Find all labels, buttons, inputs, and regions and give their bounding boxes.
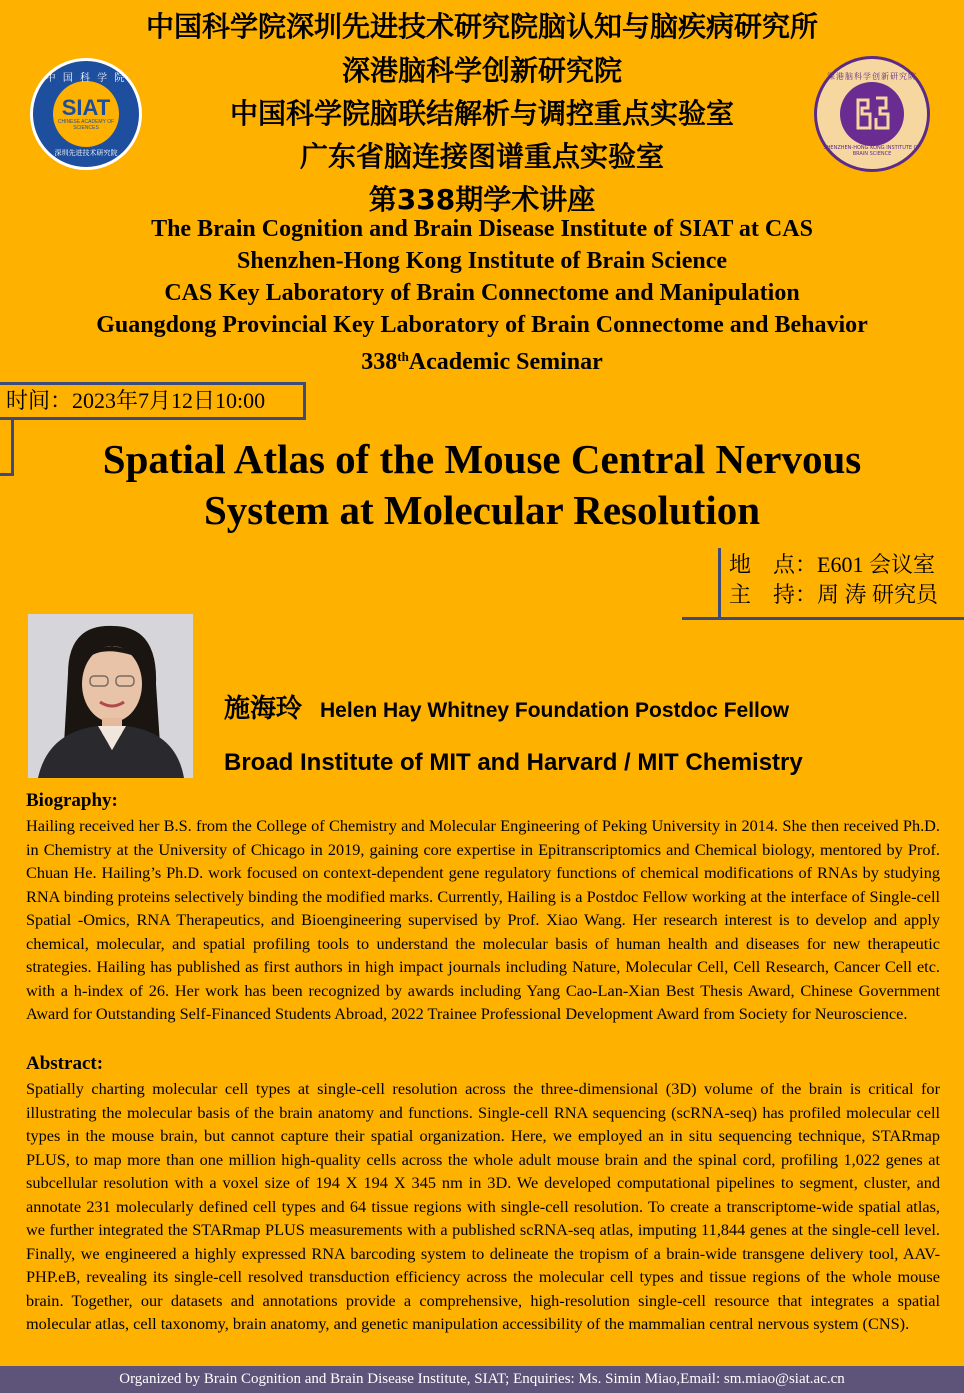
- event-venue: 地 点：E601 会议室: [729, 552, 935, 577]
- seminar-sup: th: [397, 349, 409, 364]
- header-cn-line-5: 第338期学术讲座: [368, 183, 596, 216]
- venue-box: [718, 548, 964, 620]
- header-cn-line-1: 中国科学院深圳先进技术研究院脑认知与脑疾病研究所: [145, 10, 818, 43]
- speaker-affiliation: Broad Institute of MIT and Harvard / MIT Chemistry: [224, 749, 803, 776]
- seminar-number: 338: [361, 349, 398, 375]
- speaker-position: Helen Hay Whitney Foundation Postdoc Fellow: [320, 699, 790, 722]
- header-en-line-4: Guangdong Provincial Key Laboratory of Brain Connectome and Behavior: [96, 312, 868, 338]
- talk-title: [40, 434, 924, 536]
- speaker-name-cn: 施海玲: [224, 694, 303, 724]
- siat-logo-mark: SIAT: [61, 95, 111, 120]
- speaker-name: [224, 692, 789, 728]
- siat-logo-ring-top: 中 国 科 学 院: [45, 73, 127, 84]
- venue-frame-decoration: [682, 606, 722, 620]
- abstract-text: Spatially charting molecular cell types at single-cell resolution across the three-dimensional (3D) volume of the brain is critical for illustrating the molecular basis of the brain anatomy and functions. Single-cell RNA sequencing (scRNA-seq) has profiled molecular cell types in the mouse brain, but cannot capture their spatial organization. Here, we employed an in situ sequencing technique, STARmap PLUS, to map more than one million high-quality cells across the whole adult mouse brain and the spinal cord, profiling 1,022 genes at subcellular resolution with a voxel size of 194 X 194 X 345 nm in 3D. We developed computational pipelines to segment, cluster, and annotate 231 molecularly defined cell types and 64 tissue regions with single-cell resolution. To create a transcriptome-wide spatial atlas, we further integrated the STARmap PLUS measurements with a published scRNA-seq atlas, imputing 11,844 genes at the single-cell level. Finally, we engineered a highly expressed RNA barcoding system to delineate the tropism of a brain-wide transgene delivery tool, AAV-PHP.eB, revealing its single-cell resolved transduction efficiency across the molecular cell types and tissue regions of the whole mouse brain. Together, our datasets and annotations provide a comprehensive, high-resolution single-cell resource that integrates a spatial molecular atlas, cell taxonomy, brain anatomy, and genetic manipulation accessibility of the mammalian central nervous system (CNS).: [26, 1079, 940, 1333]
- header-cn-line-2: 深港脑科学创新研究院: [341, 54, 622, 87]
- siat-logo-small: CHINESE ACADEMY OF SCIENCES: [57, 119, 115, 131]
- biography-heading: Biography:: [26, 790, 118, 811]
- shibs-logo-ring-bottom: SHENZHEN-HONG KONG INSTITUTE OF BRAIN SCIENCE: [823, 145, 921, 157]
- seminar-label: [0, 341, 964, 378]
- header-en-line-1: The Brain Cognition and Brain Disease Institute of SIAT at CAS: [151, 216, 813, 242]
- abstract-heading: Abstract:: [26, 1053, 104, 1074]
- header-cn-line-3: 中国科学院脑联结解析与调控重点实验室: [229, 97, 734, 130]
- time-frame-decoration: [0, 420, 14, 476]
- seminar-text: Academic Seminar: [408, 349, 603, 375]
- talk-title-line-1: Spatial Atlas of the Mouse Central Nervous: [102, 436, 862, 482]
- siat-logo-ring-bottom: 深圳先进技术研究院: [54, 149, 118, 157]
- footer: Organized by Brain Cognition and Brain Disease Institute, SIAT; Enquiries: Ms. Simin Miao,Email: sm.miao@siat.ac.cn: [0, 1366, 964, 1393]
- biography-text: Hailing received her B.S. from the College of Chemistry and Molecular Engineering of Peking University in 2014. She then received Ph.D. in Chemistry at the University of Chicago in 2019, gaining core expertise in Epitranscriptomics and Chemical biology, mentored by Prof. Chuan He. Hailing’s Ph.D. work focused on context-dependent gene regulatory functions of chemical modifications of RNAs by studying RNA binding proteins selectively binding the modified marks. Currently, Hailing is a Postdoc Fellow working at the interface of Single-cell Spatial -Omics, RNA Therapeutics, and Bioengineering supervised by Prof. Xiao Wang. Her research interest is to develop and apply chemical, molecular, and spatial profiling tools to understand the molecular basis of human health and diseases for new therapeutic strategies. Hailing has published as first authors in high impact journals including Nature, Molecular Cell, Cell Research, Cancer Cell etc. with a h-index of 26. Her work has been recognized by awards including Yang Cao-Lan-Xian Best Thesis Award, Chinese Government Award for Outstanding Self-Financed Students Abroad, 2022 Trainee Professional Development Award from Society for Neuroscience.: [26, 816, 940, 1023]
- shibs-logo-ring-top: 深港脑科学创新研究院: [827, 72, 917, 81]
- event-time: 时间：2023年7月12日10:00: [0, 382, 306, 420]
- event-host: 主 持：周 涛 研究员: [729, 582, 939, 607]
- header-cn-line-4: 广东省脑连接图谱重点实验室: [299, 140, 664, 173]
- talk-title-line-2: System at Molecular Resolution: [203, 487, 761, 533]
- header-en-line-2: Shenzhen-Hong Kong Institute of Brain Science: [236, 248, 728, 274]
- header-en-line-3: CAS Key Laboratory of Brain Connectome and Manipulation: [164, 280, 800, 306]
- speaker-photo: [28, 614, 193, 778]
